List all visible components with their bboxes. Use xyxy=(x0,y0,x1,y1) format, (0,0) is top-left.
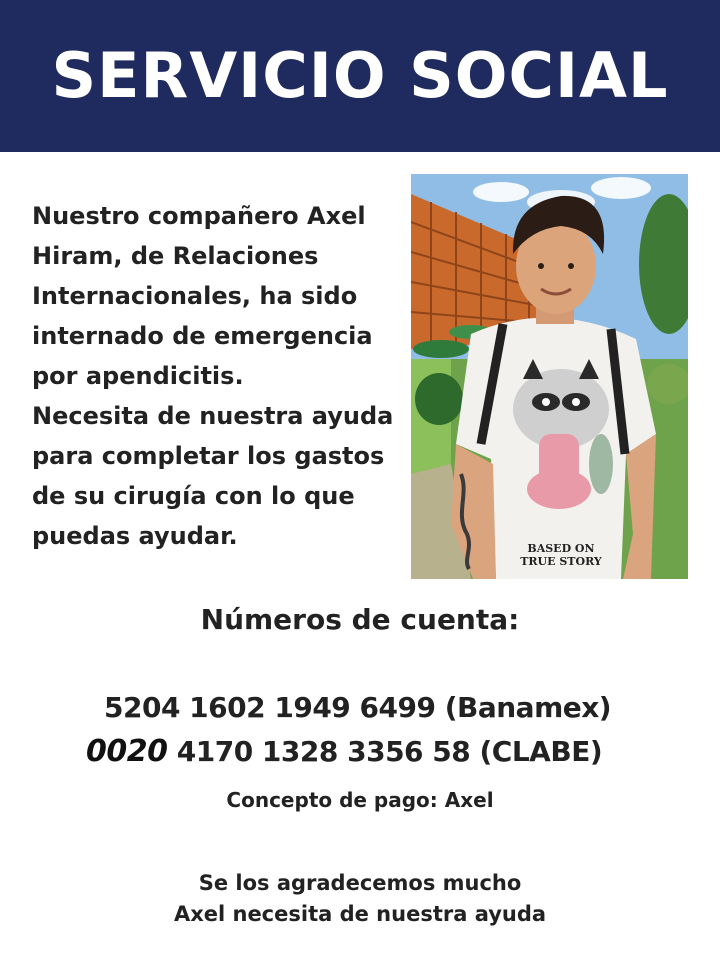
intro-line: Nuestro compañero Axel xyxy=(32,202,366,230)
portrait-photo xyxy=(411,174,688,579)
intro-line: de su cirugía con lo que xyxy=(32,482,355,510)
shirt-text-line1: BASED ON xyxy=(527,542,595,555)
intro-paragraph xyxy=(32,196,392,556)
shirt-text-line2: TRUE STORY xyxy=(520,555,602,568)
thanks-line: Axel necesita de nuestra ayuda xyxy=(173,902,547,926)
thanks-line: Se los agradecemos mucho xyxy=(198,871,522,895)
payment-concept: Concepto de pago: Axel xyxy=(226,788,494,812)
clabe-prefix: 0020 xyxy=(86,734,168,769)
intro-line: por apendicitis. xyxy=(32,362,244,390)
intro-line: para completar los gastos xyxy=(32,442,385,470)
header-banner xyxy=(0,0,720,152)
intro-line: puedas ayudar. xyxy=(32,522,238,550)
account-clabe xyxy=(86,732,602,772)
page-title: SERVICIO SOCIAL xyxy=(51,39,669,112)
intro-line: internado de emergencia xyxy=(32,322,373,350)
intro-line: Necesita de nuestra ayuda xyxy=(32,402,394,430)
accounts-title: Números de cuenta: xyxy=(200,603,520,636)
account-banamex: 5204 1602 1949 6499 (Banamex) xyxy=(104,691,612,724)
thanks-message xyxy=(0,868,720,930)
intro-line: Internacionales, ha sido xyxy=(32,282,358,310)
intro-line: Hiram, de Relaciones xyxy=(32,242,319,270)
clabe-number: 4170 1328 3356 58 (CLABE) xyxy=(167,735,603,768)
